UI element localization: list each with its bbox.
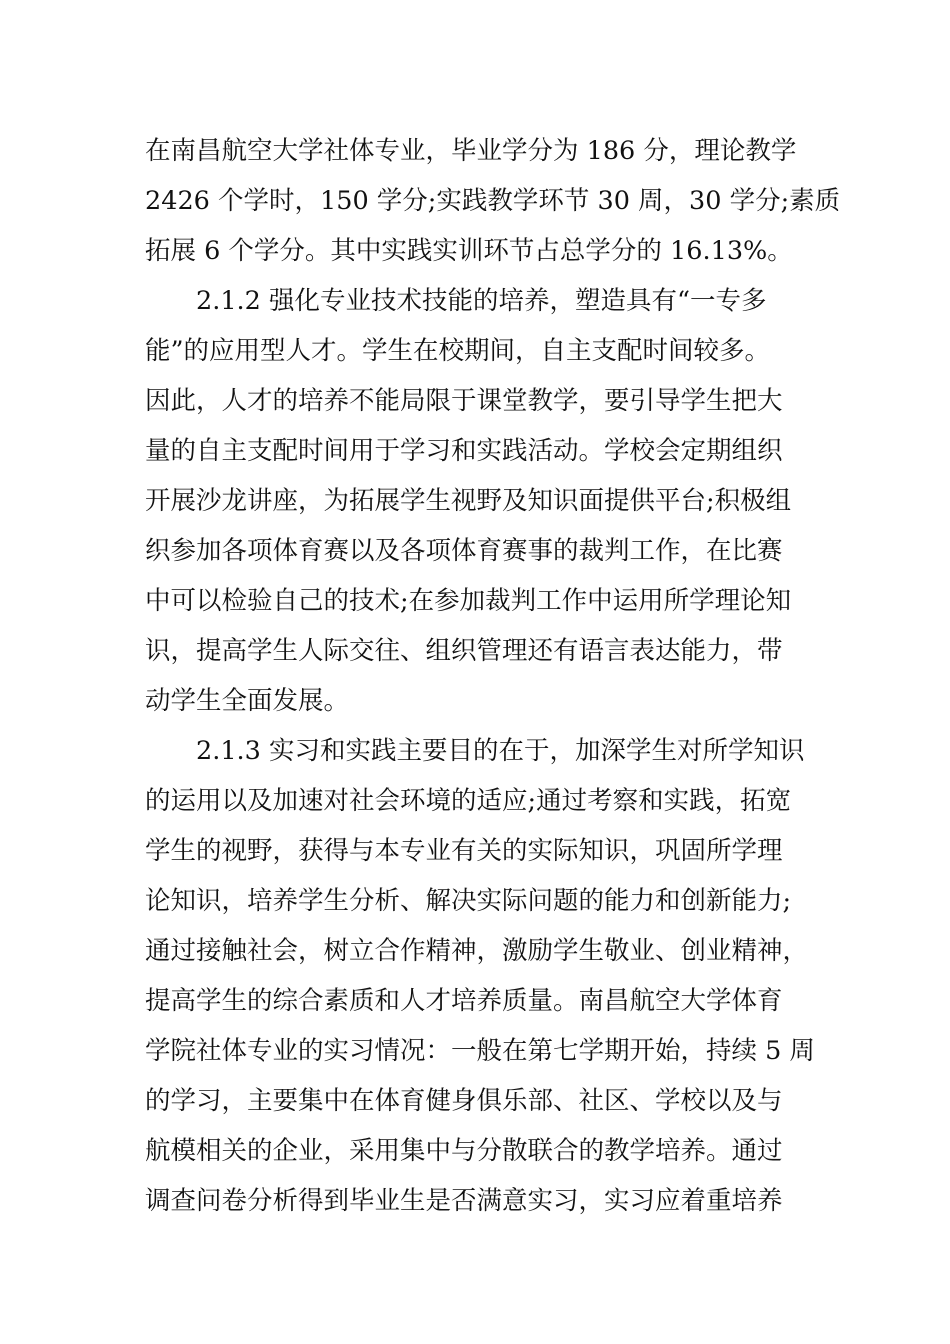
paragraph-3 [145,726,825,1226]
paragraph-1 [145,126,841,276]
text-line: 识，提高学生人际交往、组织管理还有语言表达能力，带 [145,636,783,666]
text-line: 动学生全面发展。 [145,686,350,716]
text-line: 学生的视野，获得与本专业有关的实际知识，巩固所学理 [145,836,783,866]
text-line: 织参加各项体育赛以及各项体育赛事的裁判工作，在比赛 [145,536,783,566]
text-line-indented: 2.1.3 实习和实践主要目的在于，加深学生对所学知识 [196,736,805,766]
text-line: 调查问卷分析得到毕业生是否满意实习，实习应着重培养 [145,1186,783,1216]
text-line: 通过接触社会，树立合作精神，激励学生敬业、创业精神， [145,936,809,966]
text-line: 的学习，主要集中在体育健身俱乐部、社区、学校以及与 [145,1086,783,1116]
text-line: 中可以检验自己的技术;在参加裁判工作中运用所学理论知 [145,586,792,616]
text-line: 在南昌航空大学社体专业，毕业学分为 186 分，理论教学 [145,136,797,166]
text-line: 论知识，培养学生分析、解决实际问题的能力和创新能力; [145,886,792,916]
text-line: 2426 个学时，150 学分;实践教学环节 30 周，30 学分;素质 [145,186,841,216]
text-line: 量的自主支配时间用于学习和实践活动。学校会定期组织 [145,436,783,466]
text-line: 学院社体专业的实习情况：一般在第七学期开始，持续 5 周 [145,1036,815,1066]
text-line: 能”的应用型人才。学生在校期间，自主支配时间较多。 [145,336,771,366]
paragraph-2 [145,276,825,726]
text-line: 因此，人才的培养不能局限于课堂教学，要引导学生把大 [145,386,783,416]
text-line: 提高学生的综合素质和人才培养质量。南昌航空大学体育 [145,986,783,1016]
text-line: 开展沙龙讲座，为拓展学生视野及知识面提供平台;积极组 [145,486,792,516]
text-line: 拓展 6 个学分。其中实践实训环节占总学分的 16.13%。 [145,236,793,266]
text-line: 航模相关的企业，采用集中与分散联合的教学培养。通过 [145,1136,783,1166]
text-line-indented: 2.1.2 强化专业技术技能的培养，塑造具有“一专多 [196,286,767,316]
document-body [145,126,841,1226]
text-line: 的运用以及加速对社会环境的适应;通过考察和实践，拓宽 [145,786,792,816]
